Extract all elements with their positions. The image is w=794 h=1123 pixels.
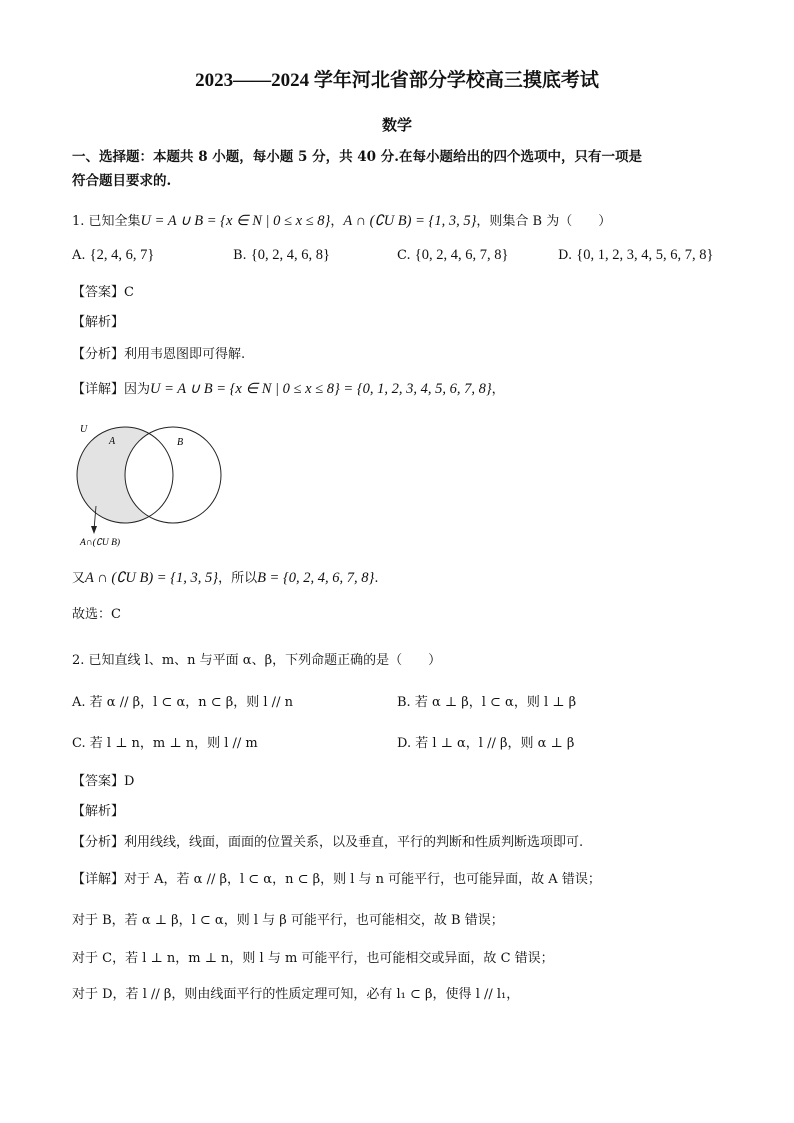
option-label: D.	[397, 736, 412, 751]
venn-arrow-head	[91, 526, 97, 534]
q2-option-a	[72, 694, 293, 712]
option-text: 若 α // β，l ⊂ α，n ⊂ β，则 l // n	[89, 695, 293, 710]
q2-option-d	[397, 735, 574, 753]
venn-caption: A∩(∁U B)	[80, 538, 121, 548]
q1-jiexi: 【解析】	[72, 315, 125, 330]
option-text: {0, 1, 2, 3, 4, 5, 6, 7, 8}	[576, 247, 714, 263]
q2-fenxi: 【分析】利用线线，线面，面面的位置关系，以及垂直，平行的判断和性质判断选项即可.	[72, 835, 584, 850]
venn-label-a: A	[109, 436, 116, 447]
q1-xiangjie-suffix: ，	[491, 382, 505, 397]
q1-stem-suffix: ，则集合 B 为（ ）	[476, 214, 612, 229]
q2-stem: 2. 已知直线 l、m、n 与平面 α、β，下列命题正确的是（ ）	[72, 653, 442, 668]
q1-stem	[72, 212, 611, 231]
q1-option-b	[233, 246, 330, 265]
q2-detail-b: 对于 B，若 α ⊥ β，l ⊂ α，则 l 与 β 可能平行，也可能相交，故 B 错误；	[72, 913, 504, 928]
section-instructions-line2: 符合题目要求的.	[72, 173, 172, 189]
q2-detail-c: 对于 C，若 l ⊥ n，m ⊥ n，则 l 与 m 可能平行，也可能相交或异面，故 C 错误；	[72, 951, 554, 966]
q1-you-formula2: B = {0, 2, 4, 6, 7, 8}	[257, 570, 375, 586]
option-text: {0, 2, 4, 6, 7, 8}	[414, 247, 509, 263]
q1-formula-intersection: A ∩ (∁U B) = {1, 3, 5}	[343, 213, 477, 229]
q2-answer: 【答案】D	[72, 774, 135, 789]
option-text: 若 l ⊥ α，l // β，则 α ⊥ β	[415, 736, 575, 751]
q2-detail-a: 【详解】对于 A，若 α // β，l ⊂ α，n ⊂ β，则 l 与 n 可能平行，也可能异面，故 A 错误；	[72, 872, 601, 887]
option-text: {0, 2, 4, 6, 8}	[250, 247, 330, 263]
q1-option-a	[72, 246, 154, 265]
q1-stem-prefix: 1. 已知全集	[72, 214, 141, 229]
q1-option-c	[397, 246, 508, 265]
q1-option-d	[558, 246, 713, 265]
option-text: {2, 4, 6, 7}	[89, 247, 155, 263]
q2-option-c	[72, 735, 258, 753]
page-title: 2023——2024 学年河北省部分学校高三摸底考试	[195, 70, 599, 91]
q1-you-prefix: 又	[72, 571, 86, 586]
q1-you-formula1: A ∩ (∁U B) = {1, 3, 5}	[85, 570, 219, 586]
venn-diagram	[70, 418, 230, 550]
option-label: D.	[558, 248, 573, 263]
q1-choice: 故选：C	[72, 607, 121, 622]
q1-fenxi: 【分析】利用韦恩图即可得解.	[72, 347, 246, 362]
option-label: A.	[72, 695, 86, 710]
q1-stem-separator: ，	[330, 214, 344, 229]
q1-formula-universal-set: U = A ∪ B = {x ∈ N | 0 ≤ x ≤ 8}	[140, 213, 331, 229]
option-label: C.	[397, 248, 411, 263]
venn-label-u: U	[80, 424, 88, 435]
option-text: 若 l ⊥ n，m ⊥ n，则 l // m	[89, 736, 258, 751]
q1-you-mid: ，所以	[218, 571, 258, 586]
option-label: C.	[72, 736, 86, 751]
option-text: 若 α ⊥ β，l ⊂ α，则 l ⊥ β	[414, 695, 577, 710]
q1-xiangjie-formula: U = A ∪ B = {x ∈ N | 0 ≤ x ≤ 8} = {0, 1, 2, 3, 4, 5, 6, 7, 8}	[150, 381, 492, 397]
q2-option-b	[397, 694, 576, 712]
q2-detail-d: 对于 D，若 l // β，则由线面平行的性质定理可知，必有 l₁ ⊂ β，使得 l // l₁，	[72, 987, 520, 1002]
venn-label-b: B	[177, 437, 184, 448]
option-label: A.	[72, 248, 86, 263]
option-label: B.	[397, 695, 411, 710]
q1-you-end: .	[374, 571, 379, 586]
option-label: B.	[233, 248, 247, 263]
q1-answer: 【答案】C	[72, 285, 134, 300]
q1-xiangjie-prefix: 【详解】因为	[72, 382, 151, 397]
q1-you	[72, 569, 378, 588]
q1-xiangjie	[72, 380, 505, 399]
section-instructions-line1: 一、选择题：本题共 8 小题，每小题 5 分，共 40 分.在每小题给出的四个选项中，只有一项是	[72, 149, 642, 165]
q2-jiexi: 【解析】	[72, 804, 125, 819]
subject-heading: 数学	[381, 116, 412, 134]
